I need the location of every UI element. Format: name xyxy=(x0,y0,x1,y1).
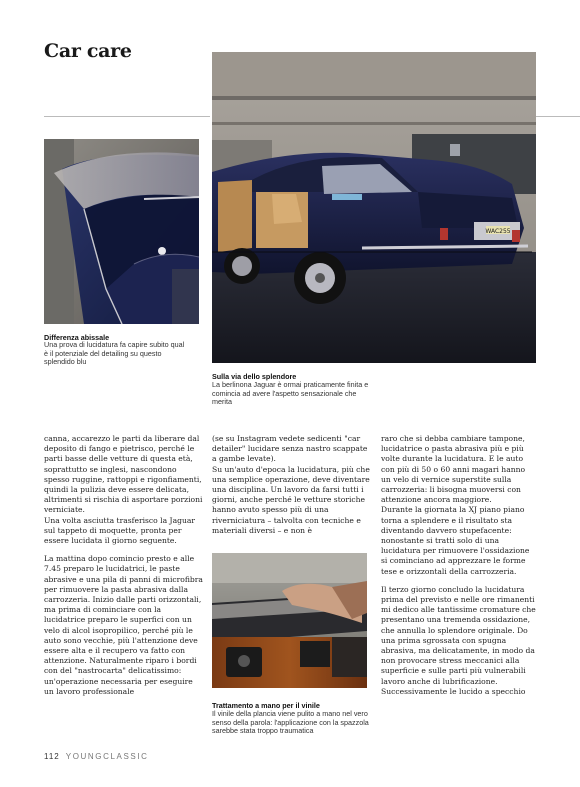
magazine-brand: YOUNGCLASSIC xyxy=(65,752,149,761)
col1-paragraph: canna, accarezzo le parti da liberare dal deposito di fango e pietrisco, perché le parti basse delle vetture di questa età, soprattutto se inglesi, nascondono spesso ruggine, rattoppi e rigonfiamenti, quindi la pulizia deve essere delicata, altrimenti si rischia di asportare porzioni verniciate. xyxy=(44,434,203,515)
col3-paragraph: Durante la giornata la XJ piano piano torna a splendere e il risultato sta diventando davvero stupefacente: nonostante si tratti solo di una lucidatura per rimuovere l'ossidazione si cominciano ad apprezzare le forme tese e orizzontali della carrozzeria. xyxy=(381,505,530,576)
col2-paragraph: Su un'auto d'epoca la lucidatura, più che una semplice operazione, deve diventare una disciplina. Un lavoro da farsi tutti i giorni, anche perché le vetture storiche hanno avuto spesso più di una riverniciatura – talvolta con tecniche e materiali diversi – e non è xyxy=(212,464,370,535)
photo-roof-closeup xyxy=(44,139,199,324)
photo-jaguar-workshop xyxy=(212,52,536,363)
dashboard-cleaning-image xyxy=(212,553,367,688)
col3-paragraph: Il terzo giorno concludo la lucidatura prima del previsto e nelle ore rimanenti mi dedico alle tantissime cromature che presentano una tremenda ossidazione, che annulla lo splendore originale. Do una prima sgrossata con spugna abrasiva, ma delicatamente, in modo da non provocare stress meccanici alla superficie e sulle parti più vulnerabili lavoro anche di lubrificazione. Successivamente le lucido a specchio xyxy=(381,584,536,696)
header-rule-right xyxy=(536,116,580,117)
caption-small-text: Il vinile della plancia viene pulito a mano nel vero senso della parola: l'applicazione con la spazzola sarebbe stata troppo traumatica xyxy=(212,709,369,736)
caption-main-title: Sulla via dello splendore xyxy=(212,372,297,381)
jaguar-workshop-image xyxy=(212,52,536,363)
text-column-1 xyxy=(44,434,203,705)
col2-paragraph: (se su Instagram vedete sedicenti "car detailer" lucidare senza nastro scappate a gambe levate). xyxy=(212,434,368,464)
caption-main-text: La berlinona Jaguar è ormai praticamente finita e comincia ad avere l'aspetto sensazionale che merita xyxy=(212,380,369,407)
page-footer xyxy=(44,752,149,761)
section-title: Car care xyxy=(44,40,132,62)
page-number: 112 xyxy=(44,752,60,761)
roof-closeup-image xyxy=(44,139,199,324)
text-column-2 xyxy=(212,434,372,544)
header-rule-left xyxy=(44,116,210,117)
col1-paragraph: La mattina dopo comincio presto e alle 7.45 preparo le lucidatrici, le paste abrasive e una pila di panni di microfibra per rimuovere la pasta abrasiva dalla carrozzeria. Inizio dalle parti orizzontali, ma prima di cominciare con la lucidatrice preparo le superfici con un velo di alcol isopropilico, perché più le auto sono vecchie, più l'attenzione deve essere alta e il recupero va fatto con attenzione. Naturalmente riparo i bordi con del "nastrocarta" delicatissimo: un'operazione necessaria per eseguire un lavoro professionale xyxy=(44,554,203,696)
caption-left-text: Una prova di lucidatura fa capire subito qual è il potenziale del detailing su questo splendido blu xyxy=(44,340,185,367)
col1-paragraph: Una volta asciutta trasferisco la Jaguar sul tappeto di moquette, pronta per essere lucidata il giorno seguente. xyxy=(44,515,196,546)
photo-dashboard-cleaning xyxy=(212,553,367,688)
caption-small-title: Trattamento a mano per il vinile xyxy=(212,701,320,710)
license-plate: WAC255 xyxy=(485,228,511,235)
col3-paragraph: raro che si debba cambiare tampone, lucidatrice o pasta abrasiva più e più volte durante la lucidatura. E le auto con più di 50 o 60 anni magari hanno un velo di vernice superstite sulla carrozzeria: li bisogna muoversi con attenzione ancora maggiore. xyxy=(381,434,526,505)
text-column-3 xyxy=(381,434,536,705)
caption-left-title: Differenza abissale xyxy=(44,333,110,342)
